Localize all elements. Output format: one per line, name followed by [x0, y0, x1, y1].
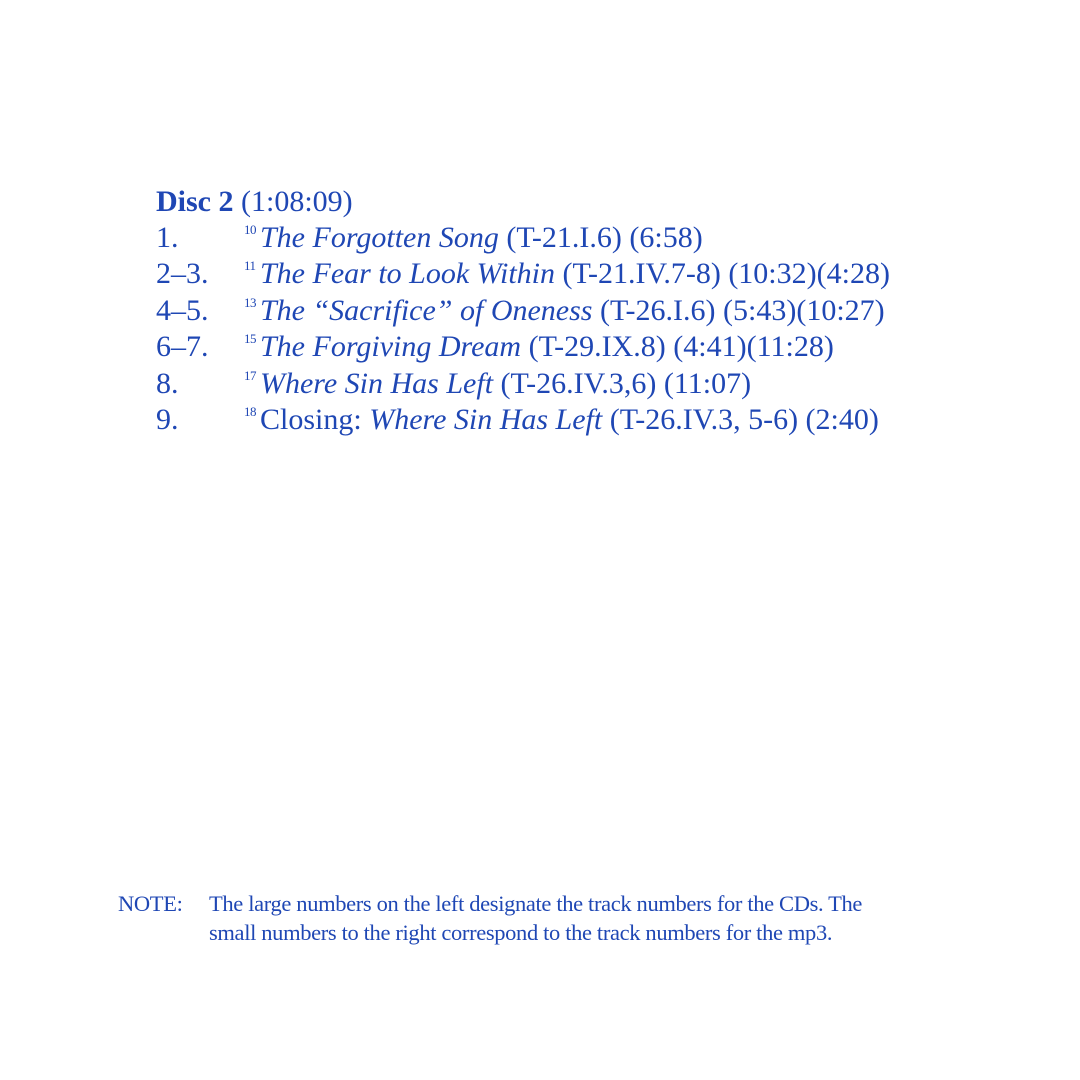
note-label: NOTE: — [118, 891, 183, 916]
track-title: The “Sacrifice” of Oneness — [260, 293, 593, 327]
track-row — [156, 329, 1036, 365]
track-reference: (T-26.I.6) (5:43)(10:27) — [592, 293, 885, 327]
track-title: The Forgiving Dream — [260, 330, 522, 364]
track-row — [156, 293, 1036, 329]
track-entry: 17 Where Sin Has Left (T-26.IV.3,6) (11:07) — [244, 366, 752, 400]
cd-track-number: 6–7. — [156, 330, 209, 364]
track-reference: (T-26.IV.3, 5-6) (2:40) — [602, 402, 879, 436]
track-row — [156, 366, 1036, 402]
note-line-1: The large numbers on the left designate the track numbers for the CDs. The — [209, 891, 863, 916]
track-row — [156, 220, 1036, 256]
track-entry: 15 The Forgiving Dream (T-29.IX.8) (4:41)(11:28) — [244, 330, 834, 364]
cd-track-number: 9. — [156, 402, 179, 436]
track-prefix: Closing: — [260, 402, 370, 436]
track-entry: 11 The Fear to Look Within (T-21.IV.7-8) (10:32)(4:28) — [244, 257, 890, 291]
cd-track-number: 8. — [156, 366, 179, 400]
cd-track-number: 2–3. — [156, 257, 209, 291]
note-text — [209, 889, 1018, 947]
disc-title: Disc 2 — [156, 185, 234, 218]
track-title: Where Sin Has Left — [369, 402, 603, 436]
note-line-2: small numbers to the right correspond to the track numbers for the mp3. — [209, 920, 833, 945]
track-reference: (T-26.IV.3,6) (11:07) — [493, 366, 752, 400]
disc-duration: (1:08:09) — [241, 185, 353, 218]
track-entry: 18 Closing: Where Sin Has Left (T-26.IV.3, 5-6) (2:40) — [244, 402, 879, 436]
track-entry: 10 The Forgotten Song (T-21.I.6) (6:58) — [244, 221, 703, 254]
track-title: The Fear to Look Within — [260, 257, 555, 291]
track-row — [156, 256, 1036, 292]
track-entry: 13 The “Sacrifice” of Oneness (T-26.I.6) (5:43)(10:27) — [244, 293, 885, 327]
track-reference: (T-21.I.6) (6:58) — [498, 221, 703, 254]
disc-track-list — [156, 184, 1036, 438]
cd-track-number: 4–5. — [156, 293, 209, 327]
track-title: Where Sin Has Left — [260, 366, 494, 400]
track-reference: (T-21.IV.7-8) (10:32)(4:28) — [555, 257, 890, 291]
disc-header — [156, 184, 1036, 220]
track-title: The Forgotten Song — [260, 221, 499, 254]
track-number-note — [118, 889, 1018, 947]
track-row — [156, 402, 1036, 438]
cd-track-number: 1. — [156, 221, 179, 254]
track-reference: (T-29.IX.8) (4:41)(11:28) — [521, 330, 834, 364]
